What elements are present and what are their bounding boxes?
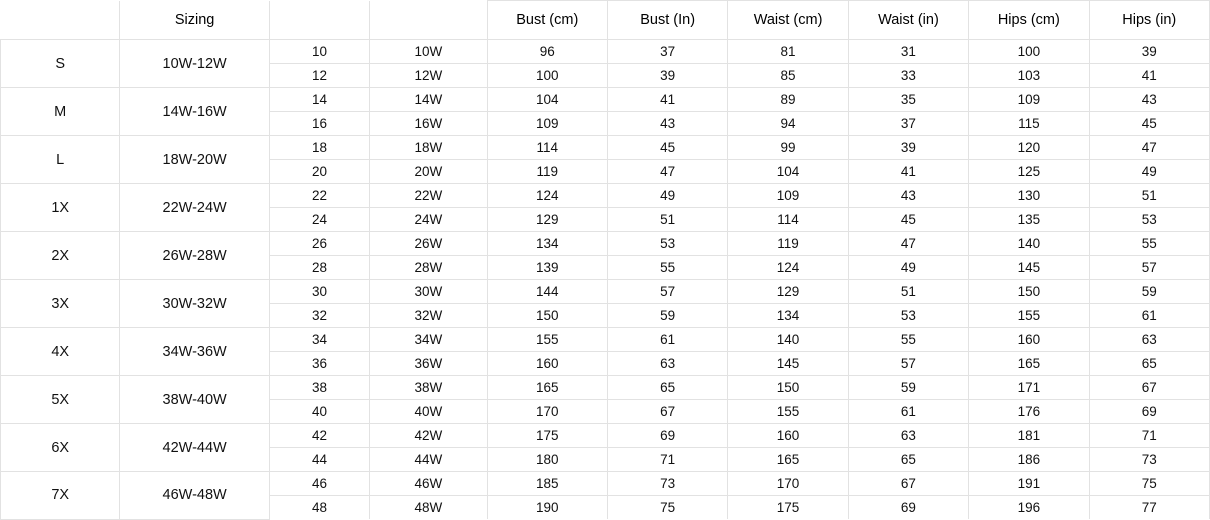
women-numeric-size: 38W: [370, 376, 487, 400]
women-size-label: 30W-32W: [120, 280, 269, 328]
bust-cm: 180: [487, 448, 607, 472]
hips-in: 71: [1089, 424, 1209, 448]
numeric-size: 22: [269, 184, 369, 208]
waist-cm: 165: [728, 448, 848, 472]
hips-cm: 145: [969, 256, 1089, 280]
women-size-label: 22W-24W: [120, 184, 269, 232]
hips-cm: 140: [969, 232, 1089, 256]
waist-in: 33: [848, 64, 968, 88]
hips-in: 39: [1089, 40, 1209, 64]
women-numeric-size: 36W: [370, 352, 487, 376]
waist-cm: 114: [728, 208, 848, 232]
women-numeric-size: 14W: [370, 88, 487, 112]
bust-cm: 190: [487, 496, 607, 520]
size-label: 3X: [1, 280, 120, 328]
bust-cm: 160: [487, 352, 607, 376]
hips-in: 73: [1089, 448, 1209, 472]
numeric-size: 28: [269, 256, 369, 280]
header-hips-cm: Hips (cm): [969, 1, 1089, 40]
waist-in: 43: [848, 184, 968, 208]
women-numeric-size: 48W: [370, 496, 487, 520]
waist-in: 57: [848, 352, 968, 376]
hips-cm: 155: [969, 304, 1089, 328]
bust-in: 57: [607, 280, 727, 304]
women-numeric-size: 28W: [370, 256, 487, 280]
hips-cm: 160: [969, 328, 1089, 352]
bust-cm: 144: [487, 280, 607, 304]
waist-in: 55: [848, 328, 968, 352]
women-size-label: 42W-44W: [120, 424, 269, 472]
table-row: [1, 232, 1210, 256]
bust-in: 43: [607, 112, 727, 136]
bust-cm: 150: [487, 304, 607, 328]
size-label: 5X: [1, 376, 120, 424]
hips-cm: 109: [969, 88, 1089, 112]
numeric-size: 26: [269, 232, 369, 256]
hips-cm: 176: [969, 400, 1089, 424]
waist-cm: 160: [728, 424, 848, 448]
women-numeric-size: 10W: [370, 40, 487, 64]
header-sizing: Sizing: [120, 1, 269, 40]
women-numeric-size: 34W: [370, 328, 487, 352]
numeric-size: 34: [269, 328, 369, 352]
waist-in: 47: [848, 232, 968, 256]
bust-cm: 170: [487, 400, 607, 424]
hips-in: 57: [1089, 256, 1209, 280]
waist-in: 53: [848, 304, 968, 328]
numeric-size: 16: [269, 112, 369, 136]
waist-cm: 81: [728, 40, 848, 64]
waist-in: 61: [848, 400, 968, 424]
women-numeric-size: 40W: [370, 400, 487, 424]
numeric-size: 32: [269, 304, 369, 328]
waist-cm: 140: [728, 328, 848, 352]
hips-in: 51: [1089, 184, 1209, 208]
hips-in: 69: [1089, 400, 1209, 424]
numeric-size: 14: [269, 88, 369, 112]
waist-cm: 119: [728, 232, 848, 256]
waist-in: 49: [848, 256, 968, 280]
size-label: S: [1, 40, 120, 88]
hips-cm: 196: [969, 496, 1089, 520]
header-bust-cm: Bust (cm): [487, 1, 607, 40]
women-numeric-size: 12W: [370, 64, 487, 88]
bust-cm: 134: [487, 232, 607, 256]
waist-cm: 94: [728, 112, 848, 136]
waist-cm: 170: [728, 472, 848, 496]
waist-in: 67: [848, 472, 968, 496]
bust-in: 55: [607, 256, 727, 280]
women-numeric-size: 24W: [370, 208, 487, 232]
numeric-size: 36: [269, 352, 369, 376]
waist-in: 31: [848, 40, 968, 64]
waist-in: 35: [848, 88, 968, 112]
women-numeric-size: 46W: [370, 472, 487, 496]
bust-in: 51: [607, 208, 727, 232]
bust-cm: 96: [487, 40, 607, 64]
women-numeric-size: 18W: [370, 136, 487, 160]
hips-cm: 165: [969, 352, 1089, 376]
numeric-size: 48: [269, 496, 369, 520]
women-numeric-size: 16W: [370, 112, 487, 136]
waist-cm: 129: [728, 280, 848, 304]
bust-cm: 100: [487, 64, 607, 88]
hips-in: 49: [1089, 160, 1209, 184]
hips-in: 63: [1089, 328, 1209, 352]
numeric-size: 38: [269, 376, 369, 400]
waist-cm: 134: [728, 304, 848, 328]
hips-in: 75: [1089, 472, 1209, 496]
size-label: 4X: [1, 328, 120, 376]
bust-in: 59: [607, 304, 727, 328]
numeric-size: 42: [269, 424, 369, 448]
bust-in: 53: [607, 232, 727, 256]
numeric-size: 12: [269, 64, 369, 88]
waist-in: 45: [848, 208, 968, 232]
women-numeric-size: 42W: [370, 424, 487, 448]
waist-cm: 145: [728, 352, 848, 376]
numeric-size: 20: [269, 160, 369, 184]
waist-in: 59: [848, 376, 968, 400]
hips-in: 41: [1089, 64, 1209, 88]
bust-in: 45: [607, 136, 727, 160]
header-blank-3: [370, 1, 487, 40]
table-header: [1, 1, 1210, 40]
waist-cm: 109: [728, 184, 848, 208]
bust-cm: 175: [487, 424, 607, 448]
hips-cm: 103: [969, 64, 1089, 88]
header-waist-in: Waist (in): [848, 1, 968, 40]
table-row: [1, 376, 1210, 400]
bust-in: 73: [607, 472, 727, 496]
bust-cm: 104: [487, 88, 607, 112]
header-waist-cm: Waist (cm): [728, 1, 848, 40]
hips-cm: 181: [969, 424, 1089, 448]
hips-in: 55: [1089, 232, 1209, 256]
hips-cm: 150: [969, 280, 1089, 304]
bust-cm: 129: [487, 208, 607, 232]
bust-cm: 155: [487, 328, 607, 352]
waist-cm: 99: [728, 136, 848, 160]
waist-in: 41: [848, 160, 968, 184]
numeric-size: 18: [269, 136, 369, 160]
header-blank-2: [269, 1, 369, 40]
bust-in: 61: [607, 328, 727, 352]
bust-in: 65: [607, 376, 727, 400]
bust-cm: 165: [487, 376, 607, 400]
bust-in: 75: [607, 496, 727, 520]
bust-cm: 139: [487, 256, 607, 280]
hips-cm: 186: [969, 448, 1089, 472]
bust-cm: 119: [487, 160, 607, 184]
hips-in: 45: [1089, 112, 1209, 136]
bust-cm: 124: [487, 184, 607, 208]
numeric-size: 10: [269, 40, 369, 64]
table-row: [1, 472, 1210, 496]
bust-in: 67: [607, 400, 727, 424]
table-row: [1, 88, 1210, 112]
bust-in: 47: [607, 160, 727, 184]
hips-cm: 191: [969, 472, 1089, 496]
waist-cm: 85: [728, 64, 848, 88]
size-label: 2X: [1, 232, 120, 280]
header-row: [1, 1, 1210, 40]
header-hips-in: Hips (in): [1089, 1, 1209, 40]
bust-in: 63: [607, 352, 727, 376]
table-row: [1, 40, 1210, 64]
numeric-size: 44: [269, 448, 369, 472]
hips-in: 53: [1089, 208, 1209, 232]
hips-cm: 171: [969, 376, 1089, 400]
waist-in: 37: [848, 112, 968, 136]
hips-in: 43: [1089, 88, 1209, 112]
table-row: [1, 424, 1210, 448]
women-numeric-size: 22W: [370, 184, 487, 208]
women-numeric-size: 44W: [370, 448, 487, 472]
waist-in: 51: [848, 280, 968, 304]
hips-cm: 135: [969, 208, 1089, 232]
hips-in: 61: [1089, 304, 1209, 328]
waist-cm: 124: [728, 256, 848, 280]
header-bust-in: Bust (In): [607, 1, 727, 40]
hips-cm: 125: [969, 160, 1089, 184]
waist-cm: 155: [728, 400, 848, 424]
size-label: 6X: [1, 424, 120, 472]
hips-in: 59: [1089, 280, 1209, 304]
waist-in: 39: [848, 136, 968, 160]
women-numeric-size: 30W: [370, 280, 487, 304]
bust-in: 41: [607, 88, 727, 112]
hips-in: 77: [1089, 496, 1209, 520]
bust-in: 37: [607, 40, 727, 64]
hips-cm: 115: [969, 112, 1089, 136]
waist-cm: 89: [728, 88, 848, 112]
waist-cm: 175: [728, 496, 848, 520]
waist-in: 63: [848, 424, 968, 448]
waist-cm: 150: [728, 376, 848, 400]
women-numeric-size: 20W: [370, 160, 487, 184]
bust-in: 69: [607, 424, 727, 448]
hips-in: 65: [1089, 352, 1209, 376]
bust-cm: 185: [487, 472, 607, 496]
waist-in: 65: [848, 448, 968, 472]
women-size-label: 46W-48W: [120, 472, 269, 520]
women-size-label: 18W-20W: [120, 136, 269, 184]
hips-in: 67: [1089, 376, 1209, 400]
women-size-label: 34W-36W: [120, 328, 269, 376]
numeric-size: 46: [269, 472, 369, 496]
bust-cm: 114: [487, 136, 607, 160]
numeric-size: 24: [269, 208, 369, 232]
waist-cm: 104: [728, 160, 848, 184]
hips-cm: 100: [969, 40, 1089, 64]
bust-in: 71: [607, 448, 727, 472]
header-blank-1: [1, 1, 120, 40]
hips-cm: 120: [969, 136, 1089, 160]
women-size-label: 26W-28W: [120, 232, 269, 280]
size-label: 1X: [1, 184, 120, 232]
size-label: 7X: [1, 472, 120, 520]
waist-in: 69: [848, 496, 968, 520]
hips-in: 47: [1089, 136, 1209, 160]
women-size-label: 14W-16W: [120, 88, 269, 136]
table-row: [1, 328, 1210, 352]
table-row: [1, 136, 1210, 160]
numeric-size: 30: [269, 280, 369, 304]
numeric-size: 40: [269, 400, 369, 424]
bust-in: 39: [607, 64, 727, 88]
women-numeric-size: 32W: [370, 304, 487, 328]
women-numeric-size: 26W: [370, 232, 487, 256]
women-size-label: 38W-40W: [120, 376, 269, 424]
women-size-label: 10W-12W: [120, 40, 269, 88]
size-label: L: [1, 136, 120, 184]
bust-cm: 109: [487, 112, 607, 136]
table-row: [1, 184, 1210, 208]
bust-in: 49: [607, 184, 727, 208]
table-body: [1, 40, 1210, 520]
size-label: M: [1, 88, 120, 136]
hips-cm: 130: [969, 184, 1089, 208]
table-row: [1, 280, 1210, 304]
